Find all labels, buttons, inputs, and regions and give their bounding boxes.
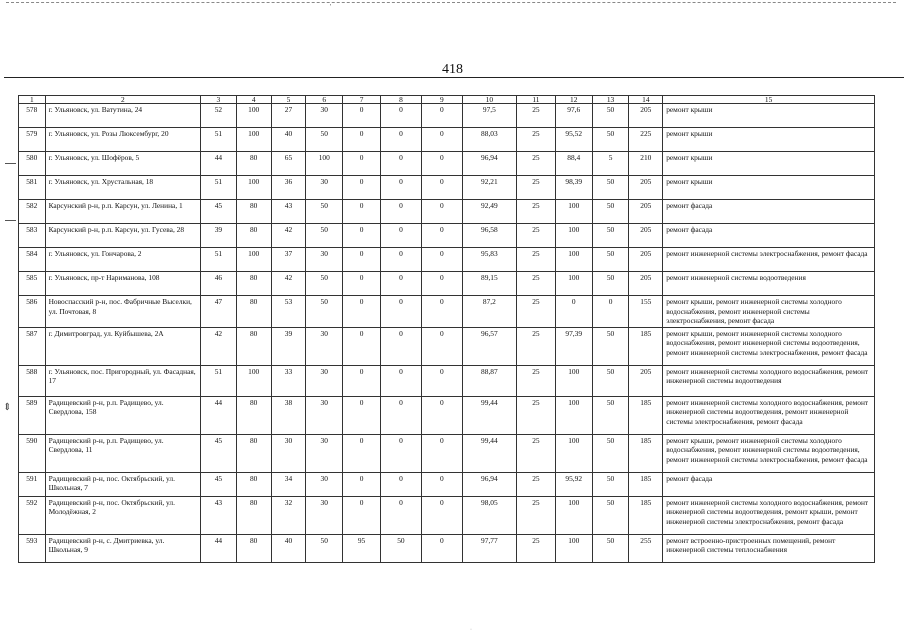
value-cell: 97,6	[555, 104, 592, 128]
address-cell: Карсунский р-н, р.п. Карсун, ул. Гусева, 28	[45, 224, 200, 248]
value-cell: 88,03	[462, 128, 516, 152]
value-cell: 0	[421, 365, 462, 396]
value-cell: 50	[592, 496, 629, 534]
value-cell: 98,39	[555, 176, 592, 200]
value-cell: 100	[555, 496, 592, 534]
value-cell: 50	[592, 200, 629, 224]
work-type-cell: ремонт инженерной системы электроснабжения, ремонт фасада	[663, 248, 875, 272]
value-cell: 30	[306, 327, 343, 365]
column-header: 5	[271, 96, 306, 104]
value-cell: 95,83	[462, 248, 516, 272]
value-cell: 0	[343, 296, 381, 328]
value-cell: 43	[271, 200, 306, 224]
column-header: 3	[201, 96, 237, 104]
value-cell: 80	[236, 472, 271, 496]
value-cell: 36	[271, 176, 306, 200]
value-cell: 0	[421, 434, 462, 472]
value-cell: 100	[236, 104, 271, 128]
value-cell: 98,05	[462, 496, 516, 534]
value-cell: 80	[236, 296, 271, 328]
value-cell: 39	[271, 327, 306, 365]
value-cell: 0	[380, 296, 421, 328]
value-cell: 25	[516, 472, 555, 496]
value-cell: 100	[555, 224, 592, 248]
work-type-cell: ремонт крыши, ремонт инженерной системы холодного водоснабжения, ремонт инженерной системы водоотведения, ремонт инженерной системы электроснабжения, ремонт фасада	[663, 434, 875, 472]
value-cell: 100	[555, 272, 592, 296]
value-cell: 45	[201, 200, 237, 224]
value-cell: 185	[629, 327, 663, 365]
value-cell: 0	[343, 152, 381, 176]
value-cell: 100	[236, 248, 271, 272]
address-cell: Радищевский р-н, с. Дмитриевка, ул. Школьная, 9	[45, 534, 200, 562]
value-cell: 205	[629, 365, 663, 396]
scan-mark: ·	[470, 627, 472, 633]
value-cell: 0	[380, 104, 421, 128]
value-cell: 50	[306, 128, 343, 152]
column-header: 8	[380, 96, 421, 104]
value-cell: 52	[201, 104, 237, 128]
value-cell: 80	[236, 152, 271, 176]
value-cell: 0	[421, 327, 462, 365]
value-cell: 210	[629, 152, 663, 176]
address-cell: г. Ульяновск, ул. Гончарова, 2	[45, 248, 200, 272]
column-header: 2	[45, 96, 200, 104]
work-type-cell: ремонт инженерной системы холодного водоснабжения, ремонт инженерной системы водоотведения	[663, 365, 875, 396]
column-header: 9	[421, 96, 462, 104]
row-number-cell: 593	[19, 534, 46, 562]
row-number-cell: 588	[19, 365, 46, 396]
work-type-cell: ремонт инженерной системы водоотведения	[663, 272, 875, 296]
value-cell: 50	[592, 472, 629, 496]
value-cell: 50	[592, 104, 629, 128]
value-cell: 0	[421, 534, 462, 562]
address-cell: г. Ульяновск, ул. Хрустальная, 18	[45, 176, 200, 200]
work-type-cell: ремонт крыши	[663, 152, 875, 176]
value-cell: 95	[343, 534, 381, 562]
row-number-cell: 589	[19, 396, 46, 434]
work-type-cell: ремонт фасада	[663, 472, 875, 496]
value-cell: 0	[380, 224, 421, 248]
row-number-cell: 583	[19, 224, 46, 248]
table-row	[19, 272, 875, 296]
value-cell: 30	[306, 496, 343, 534]
value-cell: 0	[421, 296, 462, 328]
work-type-cell: ремонт крыши	[663, 176, 875, 200]
value-cell: 30	[306, 176, 343, 200]
value-cell: 25	[516, 396, 555, 434]
column-header: 13	[592, 96, 629, 104]
address-cell: г. Ульяновск, пос. Пригородный, ул. Фасадная, 17	[45, 365, 200, 396]
value-cell: 0	[380, 128, 421, 152]
value-cell: 51	[201, 128, 237, 152]
value-cell: 185	[629, 496, 663, 534]
row-number-cell: 584	[19, 248, 46, 272]
row-number-cell: 582	[19, 200, 46, 224]
address-cell: Радищевский р-н, пос. Октябрьский, ул. Школьная, 7	[45, 472, 200, 496]
value-cell: 25	[516, 128, 555, 152]
value-cell: 34	[271, 472, 306, 496]
value-cell: 80	[236, 272, 271, 296]
column-header: 15	[663, 96, 875, 104]
value-cell: 43	[201, 496, 237, 534]
value-cell: 50	[592, 224, 629, 248]
value-cell: 50	[592, 434, 629, 472]
value-cell: 0	[380, 176, 421, 200]
value-cell: 96,58	[462, 224, 516, 248]
value-cell: 0	[343, 272, 381, 296]
value-cell: 27	[271, 104, 306, 128]
table-row	[19, 296, 875, 328]
table-row	[19, 152, 875, 176]
table-row	[19, 128, 875, 152]
header-rule	[4, 77, 904, 78]
value-cell: 0	[421, 152, 462, 176]
value-cell: 99,44	[462, 396, 516, 434]
value-cell: 25	[516, 248, 555, 272]
value-cell: 0	[421, 496, 462, 534]
value-cell: 0	[343, 327, 381, 365]
value-cell: 97,39	[555, 327, 592, 365]
value-cell: 0	[421, 248, 462, 272]
value-cell: 47	[201, 296, 237, 328]
work-type-cell: ремонт крыши	[663, 128, 875, 152]
value-cell: 185	[629, 396, 663, 434]
value-cell: 100	[236, 128, 271, 152]
value-cell: 205	[629, 272, 663, 296]
row-number-cell: 592	[19, 496, 46, 534]
value-cell: 30	[306, 248, 343, 272]
work-type-cell: ремонт инженерной системы холодного водоснабжения, ремонт инженерной системы водоотведения, ремонт инженерной системы электроснабжения, ремонт фасада	[663, 396, 875, 434]
value-cell: 44	[201, 534, 237, 562]
value-cell: 42	[271, 272, 306, 296]
value-cell: 25	[516, 365, 555, 396]
value-cell: 50	[592, 248, 629, 272]
value-cell: 100	[555, 434, 592, 472]
value-cell: 0	[380, 434, 421, 472]
value-cell: 100	[555, 200, 592, 224]
address-cell: Радищевский р-н, р.п. Радищево, ул. Свердлова, 11	[45, 434, 200, 472]
value-cell: 205	[629, 248, 663, 272]
row-number-cell: 585	[19, 272, 46, 296]
value-cell: 0	[421, 176, 462, 200]
work-type-cell: ремонт фасада	[663, 200, 875, 224]
address-cell: Радищевский р-н, р.п. Радищево, ул. Свердлова, 158	[45, 396, 200, 434]
value-cell: 38	[271, 396, 306, 434]
row-number-cell: 578	[19, 104, 46, 128]
value-cell: 50	[306, 224, 343, 248]
row-number-cell: 580	[19, 152, 46, 176]
address-cell: Радищевский р-н, пос. Октябрьский, ул. Молодёжная, 2	[45, 496, 200, 534]
value-cell: 30	[306, 472, 343, 496]
value-cell: 205	[629, 176, 663, 200]
value-cell: 50	[592, 365, 629, 396]
value-cell: 25	[516, 296, 555, 328]
value-cell: 0	[380, 272, 421, 296]
value-cell: 65	[271, 152, 306, 176]
column-header: 4	[236, 96, 271, 104]
value-cell: 50	[592, 396, 629, 434]
value-cell: 51	[201, 176, 237, 200]
address-cell: Новоспасский р-н, пос. Фабричные Выселки, ул. Почтовая, 8	[45, 296, 200, 328]
value-cell: 39	[201, 224, 237, 248]
column-header: 1	[19, 96, 46, 104]
value-cell: 0	[343, 472, 381, 496]
value-cell: 37	[271, 248, 306, 272]
column-header: 11	[516, 96, 555, 104]
table-row	[19, 327, 875, 365]
value-cell: 0	[380, 200, 421, 224]
value-cell: 25	[516, 200, 555, 224]
row-number-cell: 590	[19, 434, 46, 472]
margin-mark	[5, 220, 16, 221]
value-cell: 205	[629, 200, 663, 224]
value-cell: 80	[236, 200, 271, 224]
value-cell: 0	[421, 104, 462, 128]
value-cell: 50	[380, 534, 421, 562]
value-cell: 0	[421, 472, 462, 496]
value-cell: 255	[629, 534, 663, 562]
value-cell: 25	[516, 534, 555, 562]
table-body	[19, 104, 875, 563]
margin-arrow-icon: ⇕	[3, 402, 12, 413]
value-cell: 0	[380, 472, 421, 496]
column-header: 10	[462, 96, 516, 104]
value-cell: 50	[306, 272, 343, 296]
value-cell: 89,15	[462, 272, 516, 296]
value-cell: 0	[343, 128, 381, 152]
row-number-cell: 579	[19, 128, 46, 152]
value-cell: 96,57	[462, 327, 516, 365]
value-cell: 88,87	[462, 365, 516, 396]
address-cell: г. Ульяновск, ул. Розы Люксембург, 20	[45, 128, 200, 152]
value-cell: 97,77	[462, 534, 516, 562]
value-cell: 205	[629, 224, 663, 248]
value-cell: 0	[343, 224, 381, 248]
value-cell: 96,94	[462, 152, 516, 176]
value-cell: 0	[343, 104, 381, 128]
work-type-cell: ремонт фасада	[663, 224, 875, 248]
value-cell: 0	[421, 200, 462, 224]
value-cell: 80	[236, 396, 271, 434]
value-cell: 44	[201, 396, 237, 434]
value-cell: 25	[516, 272, 555, 296]
value-cell: 88,4	[555, 152, 592, 176]
value-cell: 40	[271, 534, 306, 562]
table-row	[19, 472, 875, 496]
value-cell: 51	[201, 248, 237, 272]
value-cell: 0	[380, 496, 421, 534]
value-cell: 80	[236, 224, 271, 248]
value-cell: 0	[380, 152, 421, 176]
value-cell: 25	[516, 224, 555, 248]
value-cell: 80	[236, 534, 271, 562]
value-cell: 30	[306, 434, 343, 472]
value-cell: 5	[592, 152, 629, 176]
value-cell: 44	[201, 152, 237, 176]
value-cell: 50	[592, 128, 629, 152]
work-type-cell: ремонт крыши, ремонт инженерной системы холодного водоснабжения, ремонт инженерной системы водоотведения, ремонт инженерной системы электроснабжения, ремонт фасада	[663, 327, 875, 365]
table-row	[19, 434, 875, 472]
value-cell: 100	[555, 396, 592, 434]
value-cell: 50	[306, 200, 343, 224]
value-cell: 185	[629, 472, 663, 496]
work-type-cell: ремонт встроенно-пристроенных помещений, ремонт инженерной системы теплоснабжения	[663, 534, 875, 562]
value-cell: 50	[306, 296, 343, 328]
value-cell: 0	[555, 296, 592, 328]
value-cell: 0	[343, 396, 381, 434]
column-header: 12	[555, 96, 592, 104]
value-cell: 0	[421, 272, 462, 296]
address-cell: г. Ульяновск, ул. Шофёров, 5	[45, 152, 200, 176]
value-cell: 92,21	[462, 176, 516, 200]
value-cell: 95,52	[555, 128, 592, 152]
value-cell: 0	[421, 224, 462, 248]
table-row	[19, 396, 875, 434]
value-cell: 25	[516, 496, 555, 534]
value-cell: 95,92	[555, 472, 592, 496]
value-cell: 185	[629, 434, 663, 472]
value-cell: 0	[343, 365, 381, 396]
value-cell: 96,94	[462, 472, 516, 496]
value-cell: 51	[201, 365, 237, 396]
value-cell: 46	[201, 272, 237, 296]
value-cell: 32	[271, 496, 306, 534]
value-cell: 42	[271, 224, 306, 248]
value-cell: 0	[380, 396, 421, 434]
value-cell: 205	[629, 104, 663, 128]
value-cell: 45	[201, 434, 237, 472]
value-cell: 0	[421, 396, 462, 434]
value-cell: 30	[271, 434, 306, 472]
value-cell: 100	[236, 176, 271, 200]
value-cell: 45	[201, 472, 237, 496]
value-cell: 25	[516, 104, 555, 128]
header-row	[19, 96, 875, 104]
work-type-cell: ремонт крыши	[663, 104, 875, 128]
address-cell: г. Димитровград, ул. Куйбышева, 2А	[45, 327, 200, 365]
value-cell: 33	[271, 365, 306, 396]
work-type-cell: ремонт крыши, ремонт инженерной системы холодного водоснабжения, ремонт инженерной системы электроснабжения, ремонт фасада	[663, 296, 875, 328]
column-header: 7	[343, 96, 381, 104]
row-number-cell: 586	[19, 296, 46, 328]
value-cell: 0	[380, 365, 421, 396]
row-number-cell: 587	[19, 327, 46, 365]
value-cell: 0	[380, 327, 421, 365]
margin-mark	[5, 163, 16, 164]
value-cell: 100	[555, 365, 592, 396]
value-cell: 80	[236, 434, 271, 472]
work-type-cell: ремонт инженерной системы холодного водоснабжения, ремонт инженерной системы водоотведения, ремонт крыши, ремонт инженерной системы электроснабжения, ремонт фасада	[663, 496, 875, 534]
address-cell: г. Ульяновск, ул. Ватутина, 24	[45, 104, 200, 128]
value-cell: 0	[380, 248, 421, 272]
table-row	[19, 200, 875, 224]
table-row	[19, 496, 875, 534]
value-cell: 80	[236, 496, 271, 534]
value-cell: 50	[592, 176, 629, 200]
value-cell: 50	[306, 534, 343, 562]
value-cell: 155	[629, 296, 663, 328]
page-number: 418	[442, 62, 463, 77]
column-header: 14	[629, 96, 663, 104]
value-cell: 100	[306, 152, 343, 176]
data-table	[18, 95, 875, 563]
value-cell: 30	[306, 365, 343, 396]
value-cell: 99,44	[462, 434, 516, 472]
value-cell: 92,49	[462, 200, 516, 224]
row-number-cell: 591	[19, 472, 46, 496]
value-cell: 0	[343, 496, 381, 534]
address-cell: г. Ульяновск, пр-т Нариманова, 108	[45, 272, 200, 296]
value-cell: 0	[421, 128, 462, 152]
value-cell: 30	[306, 396, 343, 434]
value-cell: 25	[516, 176, 555, 200]
address-cell: Карсунский р-н, р.п. Карсун, ул. Ленина, 1	[45, 200, 200, 224]
scan-mark: '	[330, 3, 332, 11]
scan-top-edge	[6, 2, 896, 3]
table-row	[19, 104, 875, 128]
value-cell: 40	[271, 128, 306, 152]
value-cell: 50	[592, 534, 629, 562]
table-row	[19, 534, 875, 562]
value-cell: 225	[629, 128, 663, 152]
value-cell: 0	[343, 176, 381, 200]
table-row	[19, 248, 875, 272]
value-cell: 0	[343, 434, 381, 472]
value-cell: 100	[555, 248, 592, 272]
value-cell: 80	[236, 327, 271, 365]
value-cell: 25	[516, 152, 555, 176]
value-cell: 0	[343, 248, 381, 272]
table-row	[19, 176, 875, 200]
table-row	[19, 224, 875, 248]
value-cell: 25	[516, 327, 555, 365]
column-header: 6	[306, 96, 343, 104]
value-cell: 50	[592, 272, 629, 296]
value-cell: 97,5	[462, 104, 516, 128]
value-cell: 53	[271, 296, 306, 328]
value-cell: 87,2	[462, 296, 516, 328]
value-cell: 0	[592, 296, 629, 328]
value-cell: 0	[343, 200, 381, 224]
table-row	[19, 365, 875, 396]
value-cell: 25	[516, 434, 555, 472]
value-cell: 30	[306, 104, 343, 128]
row-number-cell: 581	[19, 176, 46, 200]
value-cell: 50	[592, 327, 629, 365]
value-cell: 100	[555, 534, 592, 562]
value-cell: 100	[236, 365, 271, 396]
value-cell: 42	[201, 327, 237, 365]
